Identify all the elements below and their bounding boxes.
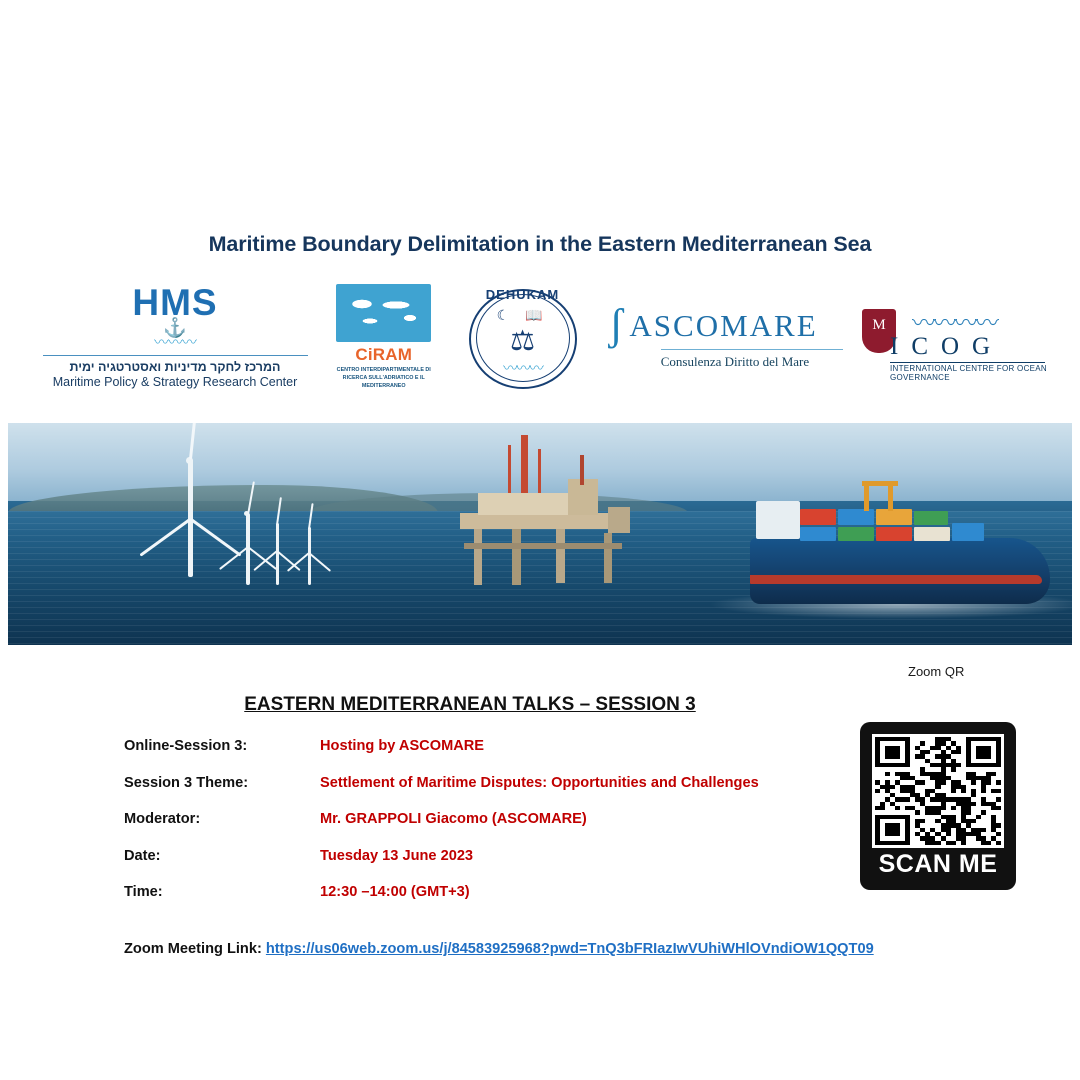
detail-label: Session 3 Theme:: [124, 774, 249, 791]
divider: [661, 349, 843, 350]
zoom-qr-label: Zoom QR: [908, 664, 965, 679]
zoom-link-label: Zoom Meeting Link:: [124, 941, 262, 957]
waves-icon: 〰〰〰: [153, 334, 196, 352]
detail-label: Time:: [124, 884, 163, 900]
qr-code-icon[interactable]: [872, 734, 1004, 848]
ascomare-acronym: ASCOMARE: [629, 307, 818, 343]
zoom-meeting-link[interactable]: https://us06web.zoom.us/j/84583925968?pwd=TnQ3bFRIazIwVUhiWHlOVndiOW1QQT09: [265, 941, 874, 957]
mediterranean-map-icon: [336, 284, 431, 342]
detail-label: Date:: [124, 847, 161, 864]
detail-row: [124, 884, 824, 900]
detail-row: [124, 738, 824, 754]
hms-logo: [30, 284, 320, 391]
banner-photo: [8, 423, 1072, 645]
session-title: EASTERN MEDITERRANEAN TALKS – SESSION 3: [244, 694, 696, 715]
detail-label: Online-Session 3:: [124, 738, 248, 754]
icog-logo: [860, 295, 1050, 381]
detail-row: [124, 811, 824, 827]
detail-row: [124, 848, 824, 864]
page-title: Maritime Boundary Delimitation in the Eastern Mediterranean Sea: [208, 232, 872, 256]
icog-subtitle: INTERNATIONAL CENTRE FOR OCEAN GOVERNANCE: [890, 363, 1048, 382]
waves-icon: 〰〰〰: [502, 359, 542, 377]
logo-strip: [30, 275, 1050, 400]
detail-label: Moderator:: [124, 811, 201, 827]
divider: [890, 362, 1045, 363]
dehukam-logo: [448, 283, 598, 393]
scales-of-justice-icon: ⚖: [509, 324, 536, 356]
hms-acronym: HMS: [132, 282, 218, 324]
dehukam-acronym: DEHUKAM: [485, 286, 560, 302]
waves-icon: 〰〰〰〰: [912, 309, 996, 333]
zoom-qr-card[interactable]: [860, 722, 1016, 890]
divider: [43, 355, 308, 356]
ciram-acronym: CiRAM: [355, 345, 413, 365]
detail-row: [124, 775, 824, 791]
detail-value: Settlement of Maritime Disputes: Opportunities and Challenges: [320, 774, 759, 791]
hms-hebrew-name: המרכז לחקר מדיניות ואסטרטגיה ימית: [69, 360, 281, 375]
crescent-book-icon: ☾ 📖: [496, 306, 549, 323]
ascomare-subtitle: Consulenza Diritto del Mare: [660, 353, 810, 369]
ascomare-mark-icon: ʃ: [608, 300, 624, 350]
ascomare-logo: [608, 300, 849, 370]
shield-letter: M: [872, 316, 886, 333]
ciram-logo: [331, 284, 436, 390]
detail-value: Mr. GRAPPOLI Giacomo (ASCOMARE): [320, 811, 587, 827]
hms-english-name: Maritime Policy & Strategy Research Center: [52, 375, 298, 390]
scan-me-label: SCAN ME: [878, 850, 998, 878]
anchor-icon: ⚓: [163, 318, 187, 340]
session-details: [124, 738, 824, 921]
detail-value: 12:30 –14:00 (GMT+3): [320, 884, 470, 900]
detail-value: Hosting by ASCOMARE: [320, 738, 485, 754]
ciram-subtitle: CENTRO INTERDIPARTIMENTALE DI RICERCA SULL'ADRIATICO E IL MEDITERRANEO: [336, 367, 431, 389]
zoom-link-row: [124, 941, 874, 957]
detail-value: Tuesday 13 June 2023: [320, 847, 474, 864]
icog-acronym: ICOG: [890, 332, 1004, 360]
